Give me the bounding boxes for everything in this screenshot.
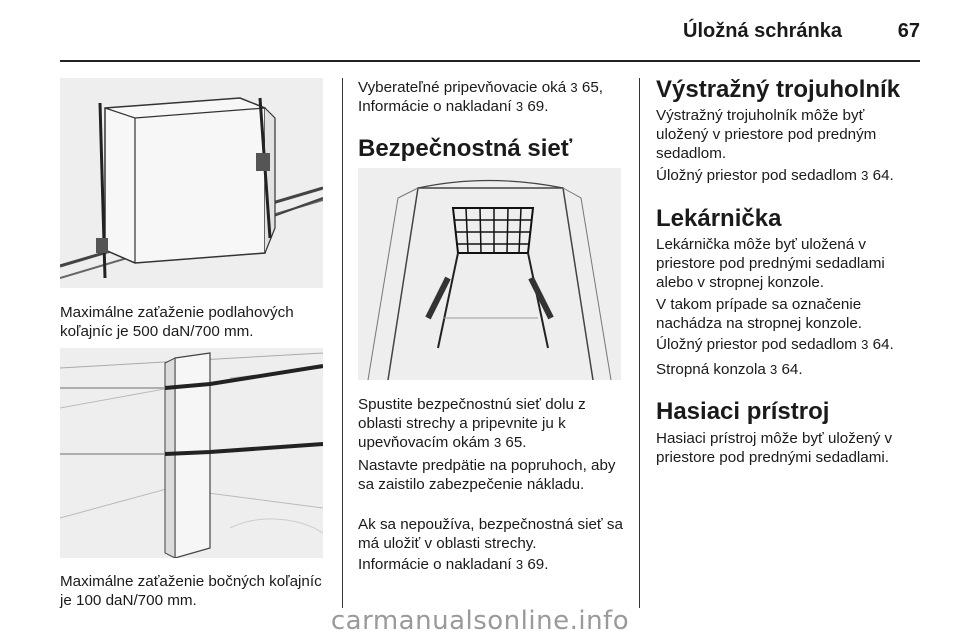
- first-aid-kit-text: Lekárnička môže byť uložená v priestore pod prednými sedadlami alebo v stropnej konzole.: [656, 236, 885, 291]
- p5-text: Úložný priestor pod sedadlom: [656, 336, 857, 353]
- reference-arrow-icon: 3: [770, 362, 778, 377]
- intro-ref-1[interactable]: 65,: [581, 79, 604, 96]
- safety-net-storage-note: Ak sa nepoužíva, bezpečnostná sieť sa má uložiť v oblasti strechy.: [358, 516, 623, 552]
- fire-extinguisher-text: Hasiaci prístroj môže byť uložený v priestore pod prednými sedadlami.: [656, 430, 893, 466]
- column-divider-1: [342, 78, 343, 608]
- warning-triangle-text: Výstražný trojuholník môže byť uložený v priestore pod predným sedadlom.: [656, 107, 877, 162]
- page-number: 67: [897, 20, 920, 42]
- reference-arrow-icon: 3: [515, 557, 524, 572]
- footer-watermark: carmanualsonline.info: [330, 606, 630, 636]
- first-aid-kit-label-note: V takom prípade sa označenie nachádza na stropnej konzole.: [656, 296, 863, 332]
- reference-arrow-icon: 3: [861, 337, 869, 352]
- para1-ref[interactable]: 65.: [505, 434, 527, 451]
- p2-text: Úložný priestor pod sedadlom: [656, 167, 857, 184]
- loading-info-reference: [358, 555, 628, 574]
- p6-ref[interactable]: 64.: [781, 361, 803, 378]
- page-header-title: Úložná schránka: [683, 20, 842, 42]
- intro-line-2: Informácie o nakladaní: [358, 98, 512, 115]
- floor-rail-illustration: [60, 78, 323, 288]
- para4-text: Informácie o nakladaní: [358, 556, 512, 573]
- heading-warning-triangle: Výstražný trojuholník: [656, 76, 901, 103]
- reference-arrow-icon: 3: [493, 435, 502, 450]
- p2-ref[interactable]: 64.: [872, 167, 894, 184]
- heading-first-aid-kit: Lekárnička: [656, 205, 782, 232]
- reference-arrow-icon: 3: [515, 99, 524, 114]
- p6-text: Stropná konzola: [656, 361, 766, 378]
- heading-safety-net: Bezpečnostná sieť: [358, 135, 573, 162]
- heading-fire-extinguisher: Hasiaci prístroj: [656, 398, 830, 425]
- intro-references: [358, 78, 628, 116]
- caption-side-rails: Maximálne zaťaženie bočných koľajníc je 100 daN/700 mm.: [60, 573, 322, 609]
- intro-ref-2[interactable]: 69.: [527, 98, 549, 115]
- column-divider-2: [639, 78, 640, 608]
- safety-net-step-1: [358, 395, 628, 452]
- para1-text: Spustite bezpečnostnú sieť dolu z oblasti strechy a pripevnite ju k upevňovacím okám: [358, 396, 586, 451]
- caption-floor-rails: Maximálne zaťaženie podlahových koľajníc je 500 daN/700 mm.: [60, 304, 294, 340]
- reference-arrow-icon: 3: [861, 168, 869, 183]
- reference-arrow-icon: 3: [570, 80, 578, 95]
- safety-net-step-2: Nastavte predpätie na popruhoch, aby sa zaistilo zabezpečenie nákladu.: [358, 457, 616, 493]
- seat-storage-reference-1: [656, 166, 926, 185]
- intro-line-1: Vyberateľné pripevňovacie oká: [358, 79, 567, 96]
- seat-storage-reference-2: [656, 335, 926, 354]
- header-rule: [60, 60, 920, 62]
- roof-console-reference: [656, 360, 926, 379]
- side-rail-illustration: [60, 348, 323, 558]
- p5-ref[interactable]: 64.: [872, 336, 894, 353]
- para4-ref[interactable]: 69.: [527, 556, 549, 573]
- safety-net-illustration: [358, 168, 621, 380]
